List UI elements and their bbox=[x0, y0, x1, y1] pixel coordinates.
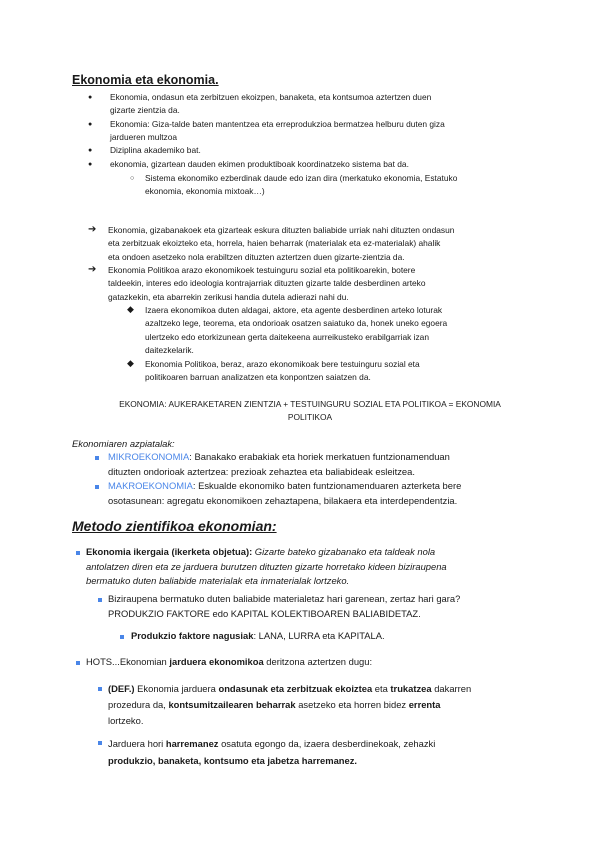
bullet-dot-icon: ● bbox=[88, 121, 93, 128]
bullet-dot-icon: ● bbox=[88, 161, 93, 168]
square-bullet-icon bbox=[76, 551, 80, 555]
subfields-heading: Ekonomiaren azpiatalak: bbox=[72, 438, 175, 449]
bullet-item-3: Diziplina akademiko bat. bbox=[110, 145, 201, 155]
micro-term: MIKROEKONOMIA bbox=[108, 451, 190, 462]
square-bullet-icon bbox=[95, 485, 99, 489]
diamond-item-1: Izaera ekonomikoa duten aldagai, aktore, eta agente desberdinen arteko loturak azaltzeko lege, teorema, eta ondorioak osatzen saiatuko da, honek uneko egoera ulertzeko edo etorkizunean gerta daitekeena aurreikusteko erabilgarriak izan daitezkelarik. bbox=[145, 305, 448, 356]
arrow-item-2: Ekonomia Politikoa arazo ekonomikoek testuinguru sozial eta politikoarekin, botere taldeekin, interes edo ideologia kontrajarriak dituzten gizarte talde desberdinen arteko gatazkekin, eta abarrekin zerikusi handia dutela adierazi nahi du. bbox=[108, 265, 426, 302]
sub-bullet-item: Sistema ekonomiko ezberdinak daude edo izan dira (merkatuko ekonomia, Estatuko ekonomia, ekonomia mixtoak…) bbox=[145, 173, 458, 197]
section-title: Metodo zientifikoa ekonomian: bbox=[72, 518, 277, 534]
survival-item: Biziraupena bermatuko duten baliabide materialetaz hari garenean, zertaz hari gara? PRODUKZIO FAKTORE edo KAPITAL KOLEKTIBOAREN BALIABIDETAZ. bbox=[108, 593, 461, 619]
production-factors-item: Produkzio faktore nagusiak: LANA, LURRA eta KAPITALA. bbox=[131, 630, 385, 641]
bullet-dot-icon: ● bbox=[88, 94, 93, 101]
relations-item: Jarduera hori harremanez osatuta egongo da, izaera desberdinekoak, zehazki produkzio, banaketa, kontsumo eta jabetza harremanez. bbox=[108, 738, 436, 766]
formula-text: EKONOMIA: AUKERAKETAREN ZIENTZIA + TESTUINGURU SOZIAL ETA POLITIKOA = EKONOMIA POLITIKOA bbox=[119, 399, 501, 423]
macro-term: MAKROEKONOMIA bbox=[108, 480, 193, 491]
square-bullet-icon bbox=[76, 661, 80, 665]
arrow-right-icon: ➔ bbox=[88, 224, 97, 235]
micro-item: MIKROEKONOMIA: Banakako erabakiak eta horiek merkatuen funtzionamenduan dituzten ondorioak aztertzea: prezioak zehaztea eta baliabideak esleitzea. bbox=[108, 451, 450, 477]
page-title: Ekonomia eta ekonomia. bbox=[72, 73, 219, 87]
research-object-item: Ekonomia ikergaia (ikerketa objetua): Gizarte bateko gizabanako eta taldeak nola antolatzen diren eta ze jarduera burutzen dituzten gizarte horretako kideen biziraupena bermatuko duten baliabide materialak eta inmaterialak lortzeko. bbox=[86, 546, 447, 587]
square-bullet-icon bbox=[98, 598, 102, 602]
macro-item: MAKROEKONOMIA: Eskualde ekonomiko baten funtzionamenduaren azterketa bere osotasunean: agregatu ekonomikoen zehaztapena, bilakaera eta interdependentzia. bbox=[108, 480, 462, 506]
diamond-bullet-icon: ◆ bbox=[127, 358, 134, 368]
hots-item: HOTS...Ekonomian jarduera ekonomikoa deritzona aztertzen dugu: bbox=[86, 656, 373, 667]
bullet-circle-icon: ○ bbox=[130, 175, 135, 182]
arrow-item-1: Ekonomia, gizabanakoek eta gizarteak eskura dituzten baliabide urriak nahi dituzten ondasun eta zerbitzuak ekoizteko eta, horrela, haien beharrak (materialak eta ez-materialak) ahalik eta ondoen asetzeko nola erabiltzen dituzten aztertzen duen gizarte-zientzia da. bbox=[108, 225, 455, 262]
bullet-dot-icon: ● bbox=[88, 147, 93, 154]
square-bullet-icon bbox=[98, 687, 102, 691]
diamond-item-2: Ekonomia Politikoa, beraz, arazo ekonomikoak bere testuinguru sozial eta politikoaren barruan analizatzen eta konpontzen saiatzen da. bbox=[145, 359, 420, 383]
diamond-bullet-icon: ◆ bbox=[127, 304, 134, 314]
bullet-item-1: Ekonomia, ondasun eta zerbitzuen ekoizpen, banaketa, eta kontsumoa aztertzen duen gizarte zientzia da. bbox=[110, 92, 432, 116]
bullet-item-2: Ekonomia: Giza-talde baten mantentzea eta erreprodukzioa bermatzea helburu duten giza jardueren multzoa bbox=[110, 119, 445, 143]
arrow-right-icon: ➔ bbox=[88, 264, 97, 275]
definition-item: (DEF.) Ekonomia jarduera ondasunak eta zerbitzuak ekoiztea eta trukatzea dakarren prozedura da, kontsumitzailearen beharrak asetzeko eta horren bidez errenta lortzeko. bbox=[108, 683, 472, 726]
square-bullet-icon bbox=[98, 741, 102, 745]
bullet-item-4: ekonomia, gizartean dauden ekimen produktiboak koordinatzeko sistema bat da. bbox=[110, 159, 409, 169]
square-bullet-icon bbox=[95, 456, 99, 460]
square-bullet-icon bbox=[120, 635, 124, 639]
